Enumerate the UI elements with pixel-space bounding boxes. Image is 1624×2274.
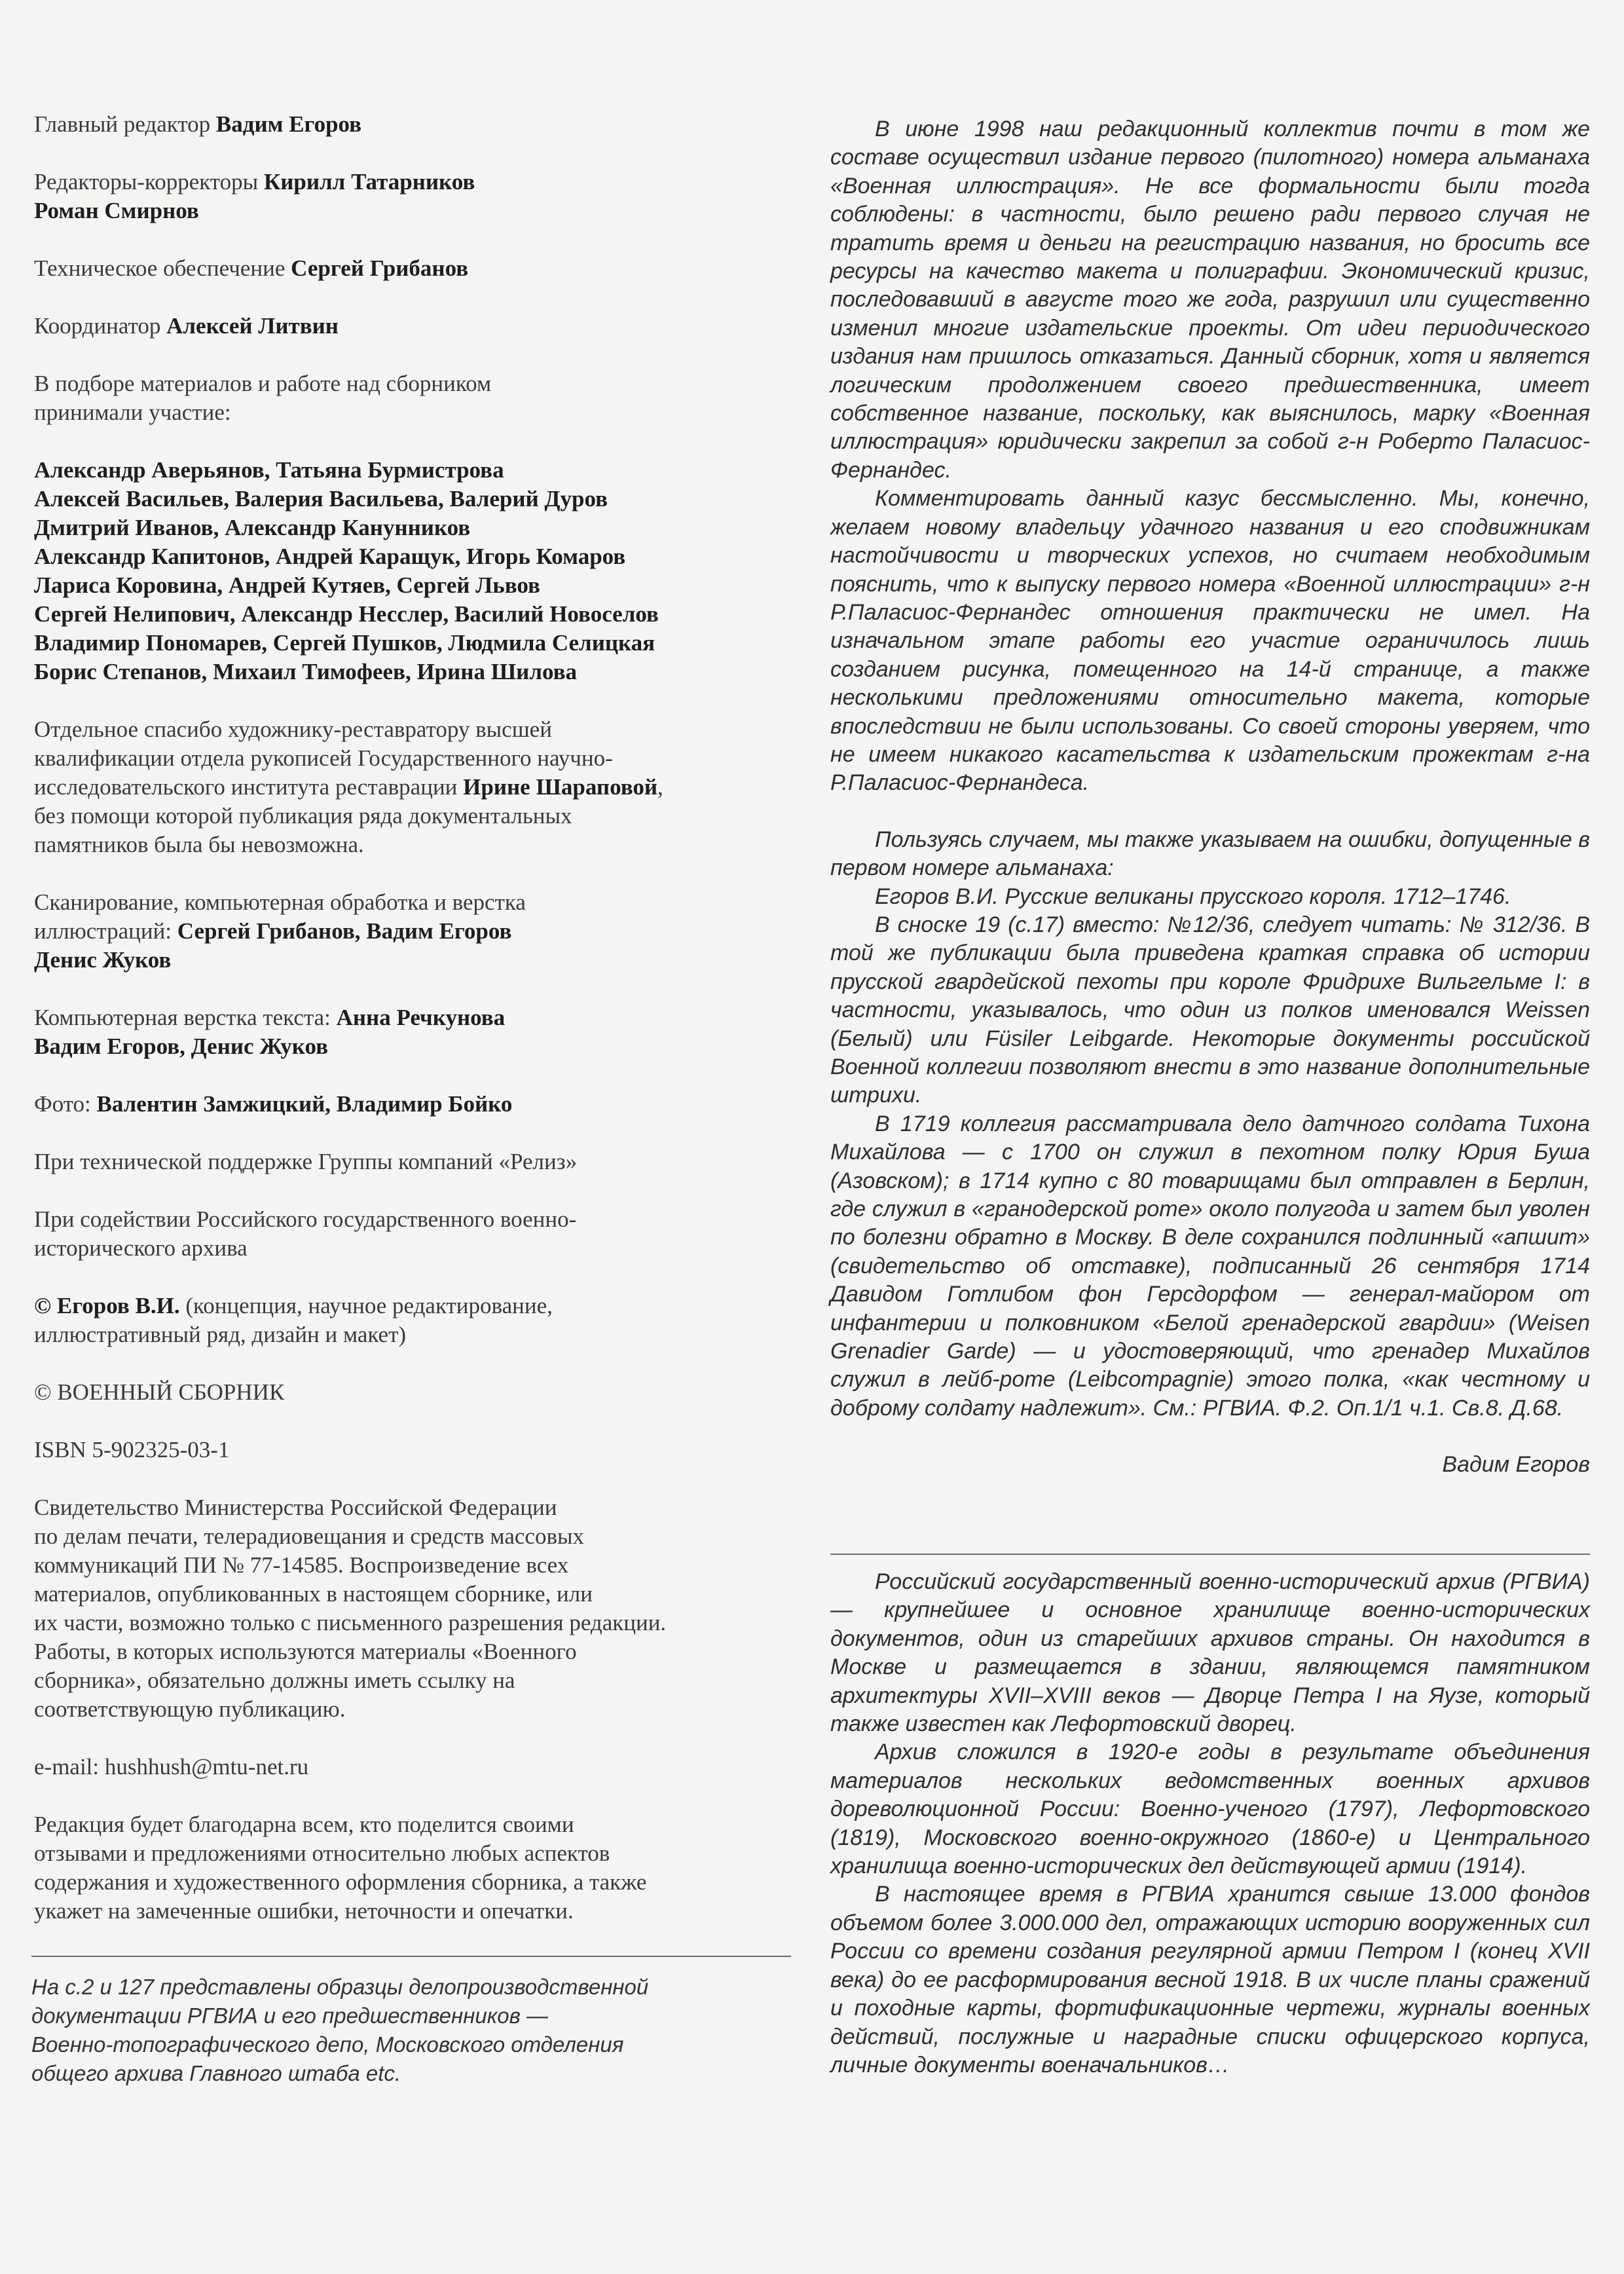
assist-line: исторического архива — [34, 1235, 248, 1261]
license-line: коммуникаций ПИ № 77-14585. Воспроизведение всех — [34, 1552, 569, 1578]
license-line: соответствующую публикацию. — [34, 1696, 346, 1722]
editorial-signature: Вадим Егоров — [1442, 1452, 1590, 1478]
copyright-publisher: © ВОЕННЫЙ СБОРНИК — [34, 1379, 285, 1405]
layout-credits — [34, 1003, 794, 1061]
chief-editor-name: Вадим Егоров — [215, 111, 362, 137]
errata-paragraph: В сноске 19 (с.17) вместо: №12/36, следует читать: № 312/36. В той же публикации была приведена краткая справка об истории прусской гвардейской пехоты при короле Фридрихе Вильгельме I: в частности, указывалось, что один из полков именовался Weissen (Белый) или Füsiler Leibgarde. Некоторые документы российской Военной коллегии позволяют внести в это название дополнительные штрихи. — [830, 912, 1590, 1108]
archive-paragraph: Российский государственный военно-исторический архив (РГВИА) — крупнейшее и основное хранилище военно-исторических документов, один из старейших архивов страны. Он находится в Москве и размещается в здании, являющемся памятником архитектуры XVII–XVIII веков — Дворце Петра I на Яузе, который также известен как Лефортовский дворец. — [830, 1569, 1590, 1737]
thanks-name: Ирине Шараповой — [463, 774, 658, 800]
participants-list — [34, 456, 794, 686]
photo-names: Валентин Замжицкий, Владимир Бойко — [96, 1091, 513, 1117]
scan-names: Сергей Грибанов, Вадим Егоров — [177, 918, 512, 944]
special-thanks — [34, 715, 794, 859]
illustrations-note — [31, 1973, 791, 2088]
archive-paragraph: Архив сложился в 1920-е годы в результате объединения материалов нескольких ведомственных военных архивов дореволюционной России: Военно-ученого (1797), Лефортовского (1819), Московского военно-окружного (1860-е) и Центрального хранилища военно-исторических дел действующей армии (1914). — [830, 1740, 1590, 1879]
scan-label: иллюстраций: — [34, 918, 177, 944]
layout-name: Анна Речкунова — [336, 1005, 506, 1030]
coordinator — [34, 312, 794, 341]
participants-names: Дмитрий Иванов, Александр Канунников — [34, 515, 471, 540]
left-divider — [31, 1956, 791, 1957]
tech-label: Техническое обеспечение — [34, 255, 291, 281]
tech-name: Сергей Грибанов — [291, 255, 469, 281]
scan-names: Денис Жуков — [34, 947, 172, 973]
note-line: документации РГВИА и его предшественников — — [31, 2004, 549, 2028]
thanks-line — [34, 773, 794, 802]
layout-label: Компьютерная верстка текста: — [34, 1005, 337, 1030]
thanks-line: без помощи которой публикация ряда документальных — [34, 803, 572, 829]
copyright-text: (концепция, научное редактирование, — [179, 1293, 553, 1318]
isbn: ISBN 5-902325-03-1 — [34, 1437, 230, 1463]
license-text — [34, 1493, 794, 1724]
note-line: На с.2 и 127 представлены образцы делопроизводственной — [31, 1975, 649, 1999]
proofreaders — [34, 168, 794, 225]
technical-support-note: При технической поддержке Группы компаний «Релиз» — [34, 1149, 578, 1174]
copyright-author — [34, 1292, 794, 1349]
editorial-paragraph: Комментировать данный казус бессмысленно. Мы, конечно, желаем новому владельцу удачного названия и его сподвижникам настойчивости и творческих успехов, но считаем необходимым пояснить, что к выпуску первого номера «Военной иллюстрации» г-н Р.Паласиос-Фернандес отношения практически не имел. На изначальном этапе работы его участие ограничилось лишь созданием рисунка, помещенного на 14-й странице, а также несколькими предложениями относительно макета, которые впоследствии не были использованы. Со своей стороны уверяем, что не имеем никакого касательства к издательским прожектам г-на Р.Паласиос-Фернандеса. — [830, 486, 1590, 796]
copyright-name: © Егоров В.И. — [34, 1293, 180, 1318]
scan-line: Сканирование, компьютерная обработка и верстка — [34, 889, 526, 915]
participants-names: Александр Капитонов, Андрей Каращук, Игорь Комаров — [34, 544, 626, 569]
errata-paragraph: В 1719 коллегия рассматривала дело датчного солдата Тихона Михайлова — с 1700 он служил в пехотном полку Юрия Буша (Азовском); в 1714 купно с 80 товарищами был отправлен в Берлин, где служил в «гранодерской роте» около полугода и затем был уволен по болезни обратно в Москву. В деле сохранился подлинный «апшит» (свидетельство об отставке), подписанный 26 сентября 1714 Давидом Готлибом фон Герсдорфом — генерал-майором от инфантерии и полковником «Белой гренадерской гвардии» (Weisen Grenadier Garde) — и удостоверяющий, что гренадер Михайлов служил в лейб-роте (Leibcompagnie) этого полка, «как честному и доброму солдату надлежит». См.: РГВИА. Ф.2. Оп.1/1 ч.1. Св.8. Д.68. — [830, 1111, 1590, 1421]
photo-credits — [34, 1090, 794, 1119]
participants-names: Александр Аверьянов, Татьяна Бурмистрова — [34, 457, 504, 483]
chief-editor-label: Главный редактор — [34, 111, 216, 137]
thanks-line: квалификации отдела рукописей Государственного научно- — [34, 745, 613, 771]
archive-paragraph: В настоящее время в РГВИА хранится свыше 13.000 фондов объемом более 3.000.000 дел, отражающих историю вооруженных сил России со времени создания регулярной армии Петром I (конец XVII века) до ее расформирования весной 1918. В их числе планы сражений и походные карты, фортификационные чертежи, журналы военных действий, послужные и наградные списки офицерского корпуса, личные документы военачальников… — [830, 1882, 1590, 2078]
feedback-line: отзывами и предложениями относительно любых аспектов — [34, 1840, 610, 1866]
photo-label: Фото: — [34, 1091, 97, 1117]
participants-line: В подборе материалов и работе над сборником — [34, 371, 492, 396]
feedback-line: Редакция будет благодарна всем, кто поделится своими — [34, 1812, 574, 1837]
scan-line — [34, 917, 794, 946]
proofreaders-label: Редакторы-корректоры — [34, 169, 264, 195]
thanks-line: памятников была бы невозможна. — [34, 832, 364, 857]
license-line: по делам печати, телерадиовещания и средств массовых — [34, 1523, 584, 1549]
editorial-column — [830, 115, 1590, 1480]
feedback-line: укажет на замеченные ошибки, неточности и опечатки. — [34, 1898, 574, 1924]
errata-reference: Егоров В.И. Русские великаны прусского короля. 1712–1746. — [875, 884, 1511, 909]
participants-names: Алексей Васильев, Валерия Васильева, Валерий Дуров — [34, 486, 608, 512]
thanks-text: , — [657, 774, 663, 800]
thanks-text: исследовательского института реставрации — [34, 774, 464, 800]
scanning-credits — [34, 888, 794, 975]
feedback-text — [34, 1810, 794, 1926]
editorial-paragraph: Пользуясь случаем, мы также указываем на ошибки, допущенные в первом номере альманаха: — [830, 827, 1590, 881]
archive-column — [830, 1568, 1590, 2079]
coordinator-name: Алексей Литвин — [166, 313, 339, 339]
feedback-line: содержания и художественного оформления сборника, а также — [34, 1869, 647, 1895]
copyright-text: иллюстративный ряд, дизайн и макет) — [34, 1322, 407, 1347]
participants-intro — [34, 369, 794, 427]
license-line: сборника», обязательно должны иметь ссылку на — [34, 1668, 515, 1693]
participants-names: Владимир Пономарев, Сергей Пушков, Людмила Селицкая — [34, 630, 655, 656]
license-line: материалов, опубликованных в настоящем сборнике, или — [34, 1581, 593, 1607]
note-line: общего архива Главного штаба etc. — [31, 2061, 401, 2085]
coordinator-label: Координатор — [34, 313, 167, 339]
proofreader-name: Роман Смирнов — [34, 198, 199, 223]
note-line: Военно-топографического депо, Московского отделения — [31, 2032, 624, 2057]
right-divider — [830, 1554, 1590, 1555]
chief-editor — [34, 110, 794, 139]
participants-names: Сергей Нелипович, Александр Несслер, Василий Новоселов — [34, 601, 659, 627]
license-line: Свидетельство Министерства Российской Федерации — [34, 1495, 557, 1520]
email: e-mail: hushhush@mtu-net.ru — [34, 1754, 309, 1780]
license-line: их части, возможно только с письменного разрешения редакции. — [34, 1610, 667, 1635]
proofreader-name: Кирилл Татарников — [263, 169, 475, 195]
assistance-note — [34, 1205, 794, 1263]
layout-names: Вадим Егоров, Денис Жуков — [34, 1034, 329, 1059]
thanks-line: Отдельное спасибо художнику-реставратору высшей — [34, 717, 552, 742]
editorial-paragraph: В июне 1998 наш редакционный коллектив почти в том же составе осуществил издание первого (пилотного) номера альманаха «Военная иллюстрация». Не все формальности были тогда соблюдены: в частности, было решено ради первого случая не тратить время и деньги на регистрацию названия, но бросить все ресурсы на качество макета и полиграфии. Экономический кризис, последовавший в августе того же года, разрушил или существенно изменил многие издательские проекты. От идеи периодического издания нам пришлось отказаться. Данный сборник, хотя и является логическим продолжением своего предшественника, имеет собственное название, поскольку, как выяснилось, марку «Военная иллюстрация» юридически закрепил за собой г-н Роберто Паласиос-Фернандес. — [830, 117, 1590, 483]
credits-column — [34, 110, 794, 1954]
participants-line: принимали участие: — [34, 400, 231, 425]
participants-names: Борис Степанов, Михаил Тимофеев, Ирина Шилова — [34, 659, 577, 684]
tech-support — [34, 254, 794, 283]
license-line: Работы, в которых используются материалы «Военного — [34, 1639, 577, 1664]
assist-line: При содействии Российского государственного военно- — [34, 1206, 577, 1232]
participants-names: Лариса Коровина, Андрей Кутяев, Сергей Львов — [34, 572, 540, 598]
